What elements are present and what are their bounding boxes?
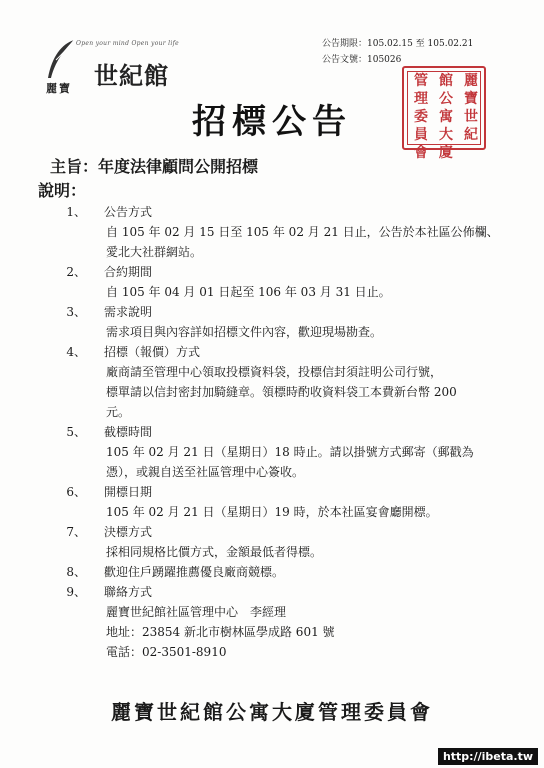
logo-tagline: Open your mind Open your life [76, 40, 179, 47]
item-number: 9、 [66, 585, 86, 599]
logo-small-text: 麗寶 [46, 82, 72, 95]
item-body-line: 105 年 02 月 21 日（星期日）19 時，於本社區宴會廳開標。 [106, 505, 438, 519]
item-number: 8、 [66, 565, 86, 579]
seal-column-1: 麗寶世紀 [464, 73, 478, 143]
item-body-line: 需求項目與內容詳如招標文件內容，歡迎現場勘查。 [106, 325, 383, 339]
item-number: 1、 [66, 205, 86, 219]
item-number: 3、 [66, 305, 86, 319]
list-item [64, 202, 504, 262]
item-body-line: 標單請以信封密封加騎縫章。領標時酌收資料袋工本費新台幣 200 [106, 385, 457, 399]
item-body-line: 電話：02-3501-8910 [106, 645, 227, 659]
item-number: 6、 [66, 485, 86, 499]
explain-label: 說明： [38, 181, 87, 200]
item-body-line: 廠商請至管理中心領取投標資料袋，投標信封須註明公司行號， [106, 365, 443, 379]
list-item [64, 562, 504, 582]
logo-main-text: 世紀館 [94, 61, 169, 90]
document-title: 招標公告 [192, 102, 352, 142]
item-body-line: 自 105 年 04 月 01 日起至 106 年 03 月 31 日止。 [106, 285, 391, 299]
footer-organization: 麗寶世紀館公寓大廈管理委員會 [111, 700, 433, 724]
item-body-line: 採相同規格比價方式，金額最低者得標。 [106, 545, 323, 559]
list-item [64, 342, 504, 422]
item-title: 截標時間 [104, 425, 153, 439]
seal-column-3: 管理委員會 [414, 73, 428, 161]
list-item [64, 262, 504, 302]
item-title: 歡迎住戶踴躍推薦優良廠商競標。 [104, 565, 285, 579]
item-number: 2、 [66, 265, 86, 279]
item-list [64, 202, 504, 662]
item-body-line: 元。 [106, 405, 131, 419]
list-item [64, 302, 504, 342]
item-number: 7、 [66, 525, 86, 539]
watermark: http://ibeta.tw [438, 748, 538, 765]
item-title: 開標日期 [104, 485, 153, 499]
item-body-line: 105 年 02 月 21 日（星期日）18 時止。請以掛號方式郵寄（郵戳為 [106, 445, 474, 459]
item-title: 合約期間 [104, 265, 153, 279]
item-title: 需求說明 [104, 305, 153, 319]
notice-period: 公告期限：105.02.15 至 105.02.21 [322, 39, 474, 49]
logo [42, 30, 192, 95]
item-body-line: 麗寶世紀館社區管理中心 李經理 [106, 605, 287, 619]
item-title: 聯絡方式 [104, 585, 153, 599]
item-title: 決標方式 [104, 525, 153, 539]
item-body-line: 地址：23854 新北市樹林區學成路 601 號 [106, 625, 335, 639]
notice-meta [322, 36, 473, 68]
notice-doc-number: 公告文號：105026 [322, 55, 402, 65]
list-item [64, 582, 504, 662]
item-body-line: 愛北大社群網站。 [106, 245, 203, 259]
seal-column-2: 館公寓大廈 [439, 73, 453, 161]
item-number: 4、 [66, 345, 86, 359]
item-title: 公告方式 [104, 205, 153, 219]
item-body-line: 自 105 年 02 月 15 日至 105 年 02 月 21 日止，公告於本社區公佈欄、 [106, 225, 499, 239]
item-body-line: 憑），或親自送至社區管理中心簽收。 [106, 465, 305, 479]
list-item [64, 482, 504, 522]
subject-line: 主旨：年度法律顧問公開招標 [50, 157, 259, 176]
quill-icon [44, 38, 78, 82]
list-item [64, 522, 504, 562]
item-number: 5、 [66, 425, 86, 439]
list-item [64, 422, 504, 482]
item-title: 招標（報價）方式 [104, 345, 201, 359]
